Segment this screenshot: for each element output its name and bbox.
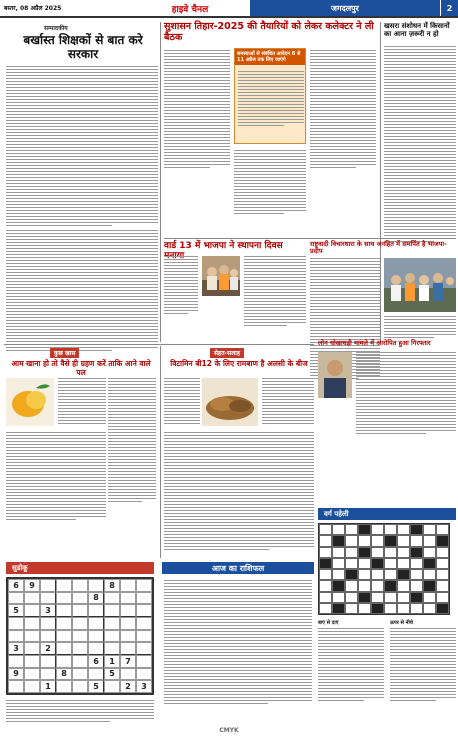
nss-headline: राष्ट्रवादी विचारधारा के साथ जनहित में समर्पित है भाजपा-प्रदीप [310,240,447,256]
sudoku-cell [56,604,72,617]
sudoku-cell [136,604,152,617]
sudoku-cell [72,630,88,643]
lead-box-title: समस्याओं से संबंधित आवेदन 8 से 11 अप्रैल तक लिए जाएंगे [235,49,305,65]
sudoku-cell [72,617,88,630]
crossword-cell [436,535,449,546]
crossword-cell [371,558,384,569]
sudoku-cell: 9 [8,668,24,681]
crossword-cell [423,547,436,558]
crossword-cell [423,569,436,580]
crossword-cell [319,558,332,569]
crossword-cell [436,547,449,558]
sudoku-cell [136,617,152,630]
sudoku-cell [24,630,40,643]
fraud-body [356,352,456,436]
crossword-cell [332,580,345,591]
crossword-cell [358,535,371,546]
print-mark: CMYK [219,727,239,734]
sudoku-cell [136,592,152,605]
crossword-cell [410,524,423,535]
sudoku-cell [40,617,56,630]
sudoku-cell [104,630,120,643]
health-body-3 [164,432,314,552]
sudoku-cell [120,604,136,617]
crossword-cell [397,580,410,591]
sudoku-cell [40,592,56,605]
sudoku-cell: 5 [88,680,104,693]
crossword-grid [318,523,450,615]
crossword-title-bar [318,508,456,520]
sudoku-cell [72,680,88,693]
sudoku-cell: 8 [56,668,72,681]
bjp-body-1 [164,256,198,316]
crossword-cell [384,580,397,591]
fraud-headline: लोन धोखाधड़ी मामले में आरोपित हुआ गिरफ्तार [318,339,431,347]
crossword-cell [423,535,436,546]
sudoku-cell [72,604,88,617]
sudoku-cell [24,604,40,617]
sudoku-cell [136,579,152,592]
lead-highlight-box [234,48,306,144]
crossword-cell [332,547,345,558]
crossword-cell [397,547,410,558]
kuchh-khas-body-1 [58,378,106,426]
crossword-cell [345,580,358,591]
editorial-kicker: सम्पादकीय [44,25,68,32]
sudoku-cell: 5 [104,668,120,681]
sudoku-cell: 9 [24,579,40,592]
crossword-cell [319,569,332,580]
crossword-cell [397,569,410,580]
nss-photo [384,258,456,312]
sudoku-cell [8,592,24,605]
sudoku-cell [56,592,72,605]
crossword-cell [319,547,332,558]
sudoku-cell [104,680,120,693]
sudoku-cell [88,617,104,630]
crossword-cell [371,580,384,591]
sudoku-cell [8,630,24,643]
page-number: 2 [440,0,458,16]
crossword-cell [423,592,436,603]
crossword-cell [436,580,449,591]
crossword-cell [436,524,449,535]
crossword-cell [384,558,397,569]
crossword-cell [371,603,384,614]
crossword-cell [345,603,358,614]
sudoku-cell [24,655,40,668]
crossword-cell [319,603,332,614]
crossword-cell [345,535,358,546]
crossword-cell [371,569,384,580]
sudoku-cell [40,579,56,592]
crossword-cell [384,547,397,558]
crossword-cell [384,524,397,535]
sudoku-cell [24,680,40,693]
horoscope-title-bar [162,562,314,574]
sudoku-cell [136,630,152,643]
crossword-cell [410,535,423,546]
crossword-cell [371,524,384,535]
sudoku-cell [104,592,120,605]
sudoku-title-bar [6,562,154,574]
fraud-photo [318,352,352,398]
issue-date: बस्तर, 08 अप्रैल 2025 [4,5,62,12]
crossword-cell [436,569,449,580]
sudoku-cell [56,655,72,668]
bjp-body-2 [244,256,306,328]
sudoku-cell [120,617,136,630]
sudoku-cell [88,604,104,617]
crossword-cell [371,535,384,546]
crossword-cell [397,558,410,569]
sudoku-cell [120,630,136,643]
crossword-cell [345,569,358,580]
mango-photo [6,378,54,426]
right-body [384,46,456,244]
crossword-cell [423,580,436,591]
crossword-cell [371,547,384,558]
sudoku-cell [40,655,56,668]
lead-body-col2 [234,150,306,216]
editorial-body [6,66,158,228]
crossword-cell [397,592,410,603]
column-rule [160,22,161,342]
sudoku-cell [24,617,40,630]
kuchh-khas-kicker: कुछ खास [50,348,79,358]
lead-body-col3 [310,50,376,170]
across-clues [318,628,384,703]
sudoku-cell: 3 [8,642,24,655]
right-headline: खसरा संशोधन में किसानों का आना ज़रूरी न हो [384,22,450,39]
sudoku-cell [120,579,136,592]
crossword-cell [332,603,345,614]
editorial-headline: बर्खास्त शिक्षकों से बात करे सरकार [23,33,143,61]
bjp-photo [202,256,240,296]
crossword-cell [436,603,449,614]
sudoku-cell [56,579,72,592]
sudoku-cell [72,668,88,681]
editorial-body-2 [6,230,158,353]
sudoku-cell: 3 [136,680,152,693]
sudoku-rules [6,700,154,724]
crossword-cell [384,592,397,603]
crossword-cell [319,592,332,603]
sudoku-cell [88,579,104,592]
brand-name: हाइवे चैनल [171,4,209,15]
sudoku-cell [88,642,104,655]
sudoku-cell [104,642,120,655]
crossword-cell [423,524,436,535]
crossword-title: वर्ग पहेली [324,509,349,518]
sudoku-cell: 6 [88,655,104,668]
crossword-cell [423,558,436,569]
down-clues [390,628,456,703]
crossword-cell [358,547,371,558]
sudoku-cell: 6 [8,579,24,592]
sudoku-cell [120,642,136,655]
crossword-cell [410,603,423,614]
crossword-cell [358,580,371,591]
horoscope-title: आज का राशिफल [211,563,265,573]
crossword-cell [436,592,449,603]
column-rule [160,346,161,558]
crossword-cell [423,603,436,614]
crossword-cell [397,535,410,546]
crossword-cell [358,524,371,535]
crossword-cell [358,558,371,569]
health-headline: विटामिन बी12 के लिए रामबाण है अलसी के बीज [170,359,308,368]
crossword-cell [397,524,410,535]
sudoku-cell [104,617,120,630]
crossword-cell [410,558,423,569]
crossword-cell [397,603,410,614]
masthead [0,0,458,18]
sudoku-cell: 1 [104,655,120,668]
kuchh-khas-body-3 [108,378,156,504]
health-body-2 [262,378,314,426]
crossword-cell [345,524,358,535]
across-label: बाएं से दाएं [318,620,339,626]
sudoku-cell [120,592,136,605]
sudoku-cell [24,642,40,655]
crossword-cell [319,580,332,591]
bjp-headline: वार्ड 13 में भाजपा ने स्थापना दिवस [164,241,283,251]
crossword-cell [319,524,332,535]
nss-body-2 [384,316,456,340]
crossword-cell [358,592,371,603]
lead-body-col1 [164,50,230,170]
crossword-cell [384,603,397,614]
sudoku-cell [120,668,136,681]
sudoku-cell [136,655,152,668]
crossword-cell [410,592,423,603]
crossword-cell [410,580,423,591]
crossword-cell [345,558,358,569]
sudoku-cell [56,630,72,643]
sudoku-cell [72,592,88,605]
crossword-cell [384,535,397,546]
crossword-cell [410,569,423,580]
lead-headline: सुशासन तिहार-2025 की तैयारियों को लेकर कलेक्टर ने ली बैठक [164,21,374,43]
flaxseed-photo [202,378,258,426]
sudoku-cell: 1 [40,680,56,693]
city-name: जगदलपुर [250,0,440,16]
crossword-cell [319,535,332,546]
sudoku-cell [72,655,88,668]
sudoku-cell [104,604,120,617]
crossword-cell [332,569,345,580]
sudoku-cell [56,642,72,655]
kuchh-khas-body-2 [6,432,106,522]
sudoku-cell: 5 [8,604,24,617]
sudoku-cell [24,668,40,681]
crossword-cell [371,592,384,603]
crossword-cell [332,535,345,546]
health-body-1 [164,378,200,426]
sudoku-cell [88,668,104,681]
sudoku-cell [72,579,88,592]
crossword-cell [384,569,397,580]
sudoku-cell: 8 [88,592,104,605]
sudoku-cell [136,642,152,655]
sudoku-cell [8,680,24,693]
column-rule [380,22,381,342]
crossword-cell [358,603,371,614]
health-kicker: सेहत-सलाह [210,348,244,358]
section-rule [4,344,314,345]
sudoku-cell [88,630,104,643]
crossword-cell [332,558,345,569]
sudoku-cell [56,680,72,693]
sudoku-cell [24,592,40,605]
crossword-cell [332,592,345,603]
crossword-cell [332,524,345,535]
down-label: ऊपर से नीचे [390,620,413,626]
crossword-cell [436,558,449,569]
sudoku-cell: 3 [40,604,56,617]
section-rule [164,238,456,239]
sudoku-grid [6,577,154,695]
sudoku-cell [56,617,72,630]
sudoku-title: सुडोकू [12,563,28,572]
sudoku-cell: 2 [40,642,56,655]
sudoku-cell [8,655,24,668]
crossword-cell [358,569,371,580]
sudoku-cell [8,617,24,630]
kuchh-khas-headline: आम खाना हो तो वैसे ही ग्रहण करें ताकि आने वाले पल [11,359,151,377]
horoscope-body [164,580,312,706]
sudoku-cell [136,668,152,681]
crossword-cell [345,547,358,558]
sudoku-cell: 2 [120,680,136,693]
sudoku-cell [40,668,56,681]
sudoku-cell: 8 [104,579,120,592]
sudoku-cell [72,642,88,655]
crossword-cell [345,592,358,603]
sudoku-cell: 7 [120,655,136,668]
crossword-cell [410,547,423,558]
sudoku-cell [40,630,56,643]
